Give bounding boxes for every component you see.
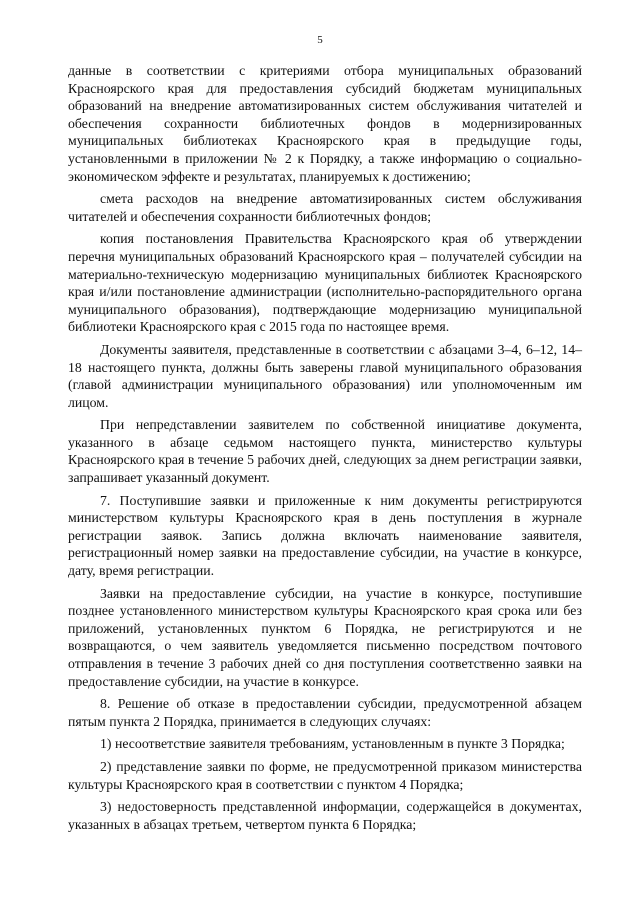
paragraph-item-8-refusal: 8. Решение об отказе в предоставлении субсидии, предусмотренной абзацем пятым пункта 2 Порядка, принимается в следующих случаях: bbox=[68, 696, 582, 729]
list-item-refusal-1: 1) несоответствие заявителя требованиям, установленным в пункте 3 Порядка; bbox=[100, 736, 565, 752]
page-number: 5 bbox=[317, 34, 323, 46]
paragraph-late-applications: Заявки на предоставление субсидии, на участие в конкурсе, поступившие позднее установленного министерством культуры Красноярского края срока или без приложений, установленных пунктом 6 Порядка, не регистрируются и не возвращаются, о чем заявитель уведомляется письменно посредством почтового отправления в течение 3 рабочих дней со дня поступления соответственно заявки на предоставление субсидии, на участие в конкурсе. bbox=[68, 585, 582, 689]
paragraph-item-7-registration: 7. Поступившие заявки и приложенные к ним документы регистрируются министерством культуры Красноярского края в день поступления в журнале регистрации заявок. Запись должна включать наименование заявителя, регистрационный номер заявки на предоставление субсидии, на участие в конкурсе, дату, время регистрации. bbox=[68, 492, 582, 579]
paragraph-cost-estimate: смета расходов на внедрение автоматизированных систем обслуживания читателей и обеспечения сохранности библиотечных фондов; bbox=[68, 191, 582, 224]
document-body bbox=[68, 62, 582, 838]
paragraph-document-request: При непредставлении заявителем по собственной инициативе документа, указанного в абзаце седьмом настоящего пункта, министерство культуры Красноярского края в течение 5 рабочих дней, следующих за днем регистрации заявки, запрашивает указанный документ. bbox=[68, 417, 582, 486]
list-item-refusal-2: 2) представление заявки по форме, не предусмотренной приказом министерства культуры Красноярского края в соответствии с пунктом 4 Порядка; bbox=[68, 758, 582, 792]
paragraph-criteria-data: данные в соответствии с критериями отбора муниципальных образований Красноярского края для предоставления субсидий бюджетам муниципальных образований на внедрение автоматизированных систем обслуживания читателей и обеспечения сохранности библиотечных фондов в модернизированных муниципальных библиотеках Красноярского края в предыдущие годы, установленными в приложении № 2 к Порядку, а также информацию о социально-экономическом эффекте и результатах, планируемых к достижению; bbox=[68, 63, 582, 184]
paragraph-resolution-copy: копия постановления Правительства Красноярского края об утверждении перечня муниципальных образований Красноярского края – получателей субсидии на материально-техническую модернизацию муниципальных библиотек Красноярского края и/или постановление администрации (исполнительно-распорядительного органа муниципального образования), подтверждающие модернизацию муниципальной библиотеки Красноярского края с 2015 года по настоящее время. bbox=[68, 231, 582, 335]
list-item-refusal-3: 3) недостоверность представленной информации, содержащейся в документах, указанных в абзацах третьем, четвертом пункта 6 Порядка; bbox=[68, 799, 582, 832]
paragraph-document-certification: Документы заявителя, представленные в соответствии с абзацами 3–4, 6–12, 14–18 настоящего пункта, должны быть заверены главой муниципального образования (главой администрации муниципального образования) или уполномоченным им лицом. bbox=[68, 341, 582, 410]
